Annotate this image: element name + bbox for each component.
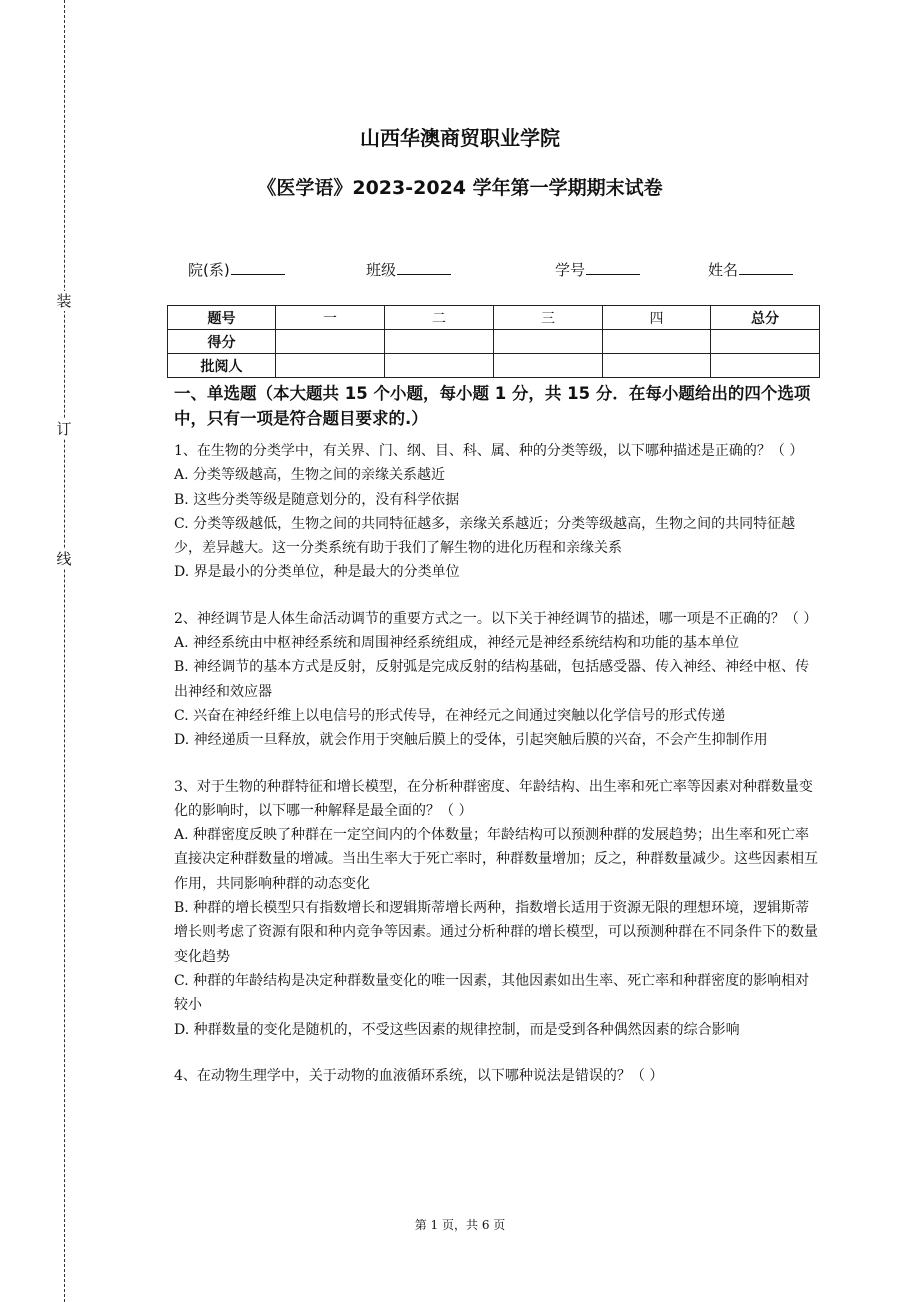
question-4 (174, 1064, 819, 1088)
score-cell[interactable] (385, 330, 494, 354)
score-row-label: 得分 (168, 330, 276, 354)
reviewer-row-label: 批阅人 (168, 354, 276, 378)
reviewer-row (168, 354, 820, 378)
option-b: B. 这些分类等级是随意划分的，没有科学依据 (174, 491, 460, 508)
section-title: 一、单选题（本大题共 15 个小题，每小题 1 分，共 15 分．在每小题给出的四个选项中，只有一项是符合题目要求的.） (174, 384, 811, 428)
score-cell[interactable] (603, 330, 711, 354)
option-c: C. 种群的年龄结构是决定种群数量变化的唯一因素，其他因素如出生率、死亡率和种群密度的影响相对较小 (174, 972, 810, 1014)
binding-label-ding: 订 (54, 419, 74, 439)
score-cell[interactable] (494, 330, 603, 354)
question-stem: 1、在生物的分类学中，有关界、门、纲、目、科、属、种的分类等级，以下哪种描述是正确的？（ ） (174, 443, 804, 459)
score-header-cell: 总分 (711, 306, 820, 330)
name-label: 姓名 (708, 261, 739, 279)
option-d: D. 神经递质一旦释放，就会作用于突触后膜上的受体，引起突触后膜的兴奋，不会产生抑制作用 (174, 732, 768, 749)
option-a: A. 神经系统由中枢神经系统和周围神经系统组成，神经元是神经系统结构和功能的基本单位 (174, 635, 740, 652)
binding-label-zhuang: 装 (54, 291, 74, 311)
question-1 (174, 439, 819, 585)
score-header-cell: 四 (603, 306, 711, 330)
option-a: A. 种群密度反映了种群在一定空间内的个体数量；年龄结构可以预测种群的发展趋势；出生率和死亡率直接决定种群数量的增减。当出生率大于死亡率时，种群数量增加；反之，种群数量减少。这些因素相互作用，共同影响种群的动态变化 (174, 827, 818, 892)
department-blank[interactable] (231, 258, 285, 275)
option-b: B. 神经调节的基本方式是反射，反射弧是完成反射的结构基础，包括感受器、传入神经、神经中枢、传出神经和效应器 (174, 659, 810, 700)
question-2 (174, 607, 819, 753)
score-header-cell: 三 (494, 306, 603, 330)
department-field (188, 258, 285, 281)
name-blank[interactable] (739, 258, 793, 275)
binding-label-xian: 线 (54, 549, 74, 569)
exam-title: 《医学语》2023-2024 学年第一学期期末试卷 (257, 177, 663, 199)
score-row (168, 330, 820, 354)
question-stem: 3、对于生物的种群特征和增长模型，在分析种群密度、年龄结构、出生率和死亡率等因素对种群数量变化的影响时，以下哪一种解释是最全面的？（ ） (174, 778, 813, 819)
option-c: C. 分类等级越低，生物之间的共同特征越多，亲缘关系越近；分类等级越高，生物之间的共同特征越少，差异越大。这一分类系统有助于我们了解生物的进化历程和亲缘关系 (174, 515, 796, 557)
student-id-field (555, 258, 640, 281)
option-b: B. 种群的增长模型只有指数增长和逻辑斯蒂增长两种，指数增长适用于资源无限的理想环境，逻辑斯蒂增长则考虑了资源有限和种内竞争等因素。通过分析种群的增长模型，可以预测种群在不同条件下的数量变化趋势 (174, 900, 818, 965)
student-id-label: 学号 (555, 261, 586, 279)
department-label: 院(系) (188, 261, 230, 279)
score-header-cell: 题号 (168, 306, 276, 330)
option-c: C. 兴奋在神经纤维上以电信号的形式传导，在神经元之间通过突触以化学信号的形式传递 (174, 707, 726, 724)
score-cell[interactable] (711, 330, 820, 354)
score-cell[interactable] (276, 330, 385, 354)
score-header-cell: 二 (385, 306, 494, 330)
reviewer-cell[interactable] (603, 354, 711, 378)
question-3 (174, 775, 819, 1042)
score-table (167, 305, 820, 378)
score-header-cell: 一 (276, 306, 385, 330)
option-a: A. 分类等级越高，生物之间的亲缘关系越近 (174, 467, 446, 484)
reviewer-cell[interactable] (494, 354, 603, 378)
reviewer-cell[interactable] (711, 354, 820, 378)
score-header-row (168, 306, 820, 330)
page-number: 第 1 页，共 6 页 (414, 1218, 506, 1232)
school-name: 山西华澳商贸职业学院 (360, 126, 560, 150)
class-blank[interactable] (397, 258, 451, 275)
class-label: 班级 (366, 261, 397, 279)
student-id-blank[interactable] (586, 258, 640, 275)
question-stem: 4、在动物生理学中，关于动物的血液循环系统，以下哪种说法是错误的？（ ） (174, 1067, 664, 1084)
option-d: D. 界是最小的分类单位，种是最大的分类单位 (174, 564, 460, 581)
question-stem: 2、神经调节是人体生命活动调节的重要方式之一。以下关于神经调节的描述，哪一项是不正确的？（ ） (174, 610, 818, 627)
name-field (708, 258, 793, 281)
option-d: D. 种群数量的变化是随机的，不受这些因素的规律控制，而是受到各种偶然因素的综合影响 (174, 1021, 740, 1038)
reviewer-cell[interactable] (385, 354, 494, 378)
reviewer-cell[interactable] (276, 354, 385, 378)
class-field (366, 258, 451, 281)
exam-content (174, 381, 819, 1088)
